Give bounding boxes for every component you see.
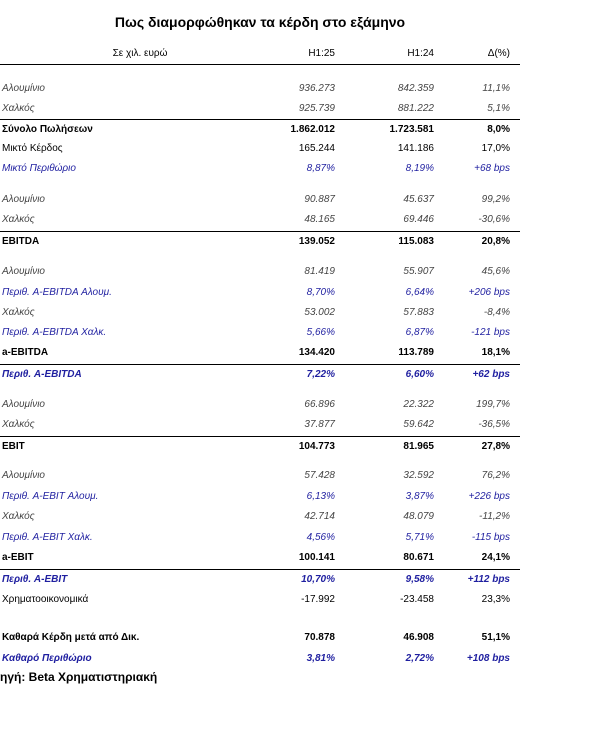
value-delta: -36,5% — [478, 419, 510, 430]
value-delta: +206 bps — [468, 287, 510, 298]
row-label: Χρηματοοικονομικά — [2, 594, 89, 605]
value-h125: 10,70% — [301, 574, 335, 585]
row-label: Περιθ. A-EBIT Χαλκ. — [2, 532, 93, 543]
value-h124: 5,71% — [405, 532, 434, 543]
page-title: Πως διαμορφώθηκαν τα κέρδη στο εξάμηνο — [114, 14, 406, 30]
value-delta: 23,3% — [481, 594, 510, 605]
value-delta: 11,1% — [482, 83, 510, 94]
value-delta: 17,0% — [481, 143, 510, 154]
row-label: Χαλκός — [2, 103, 35, 114]
value-h125: 100.141 — [298, 552, 335, 563]
row-label: Μικτό Κέρδος — [2, 143, 63, 154]
table-row — [0, 190, 520, 210]
col-header-unit: Σε χιλ. ευρώ — [112, 48, 168, 59]
row-label: Καθαρά Κέρδη μετά από Δικ. — [2, 632, 140, 643]
value-h124: 8,19% — [405, 163, 434, 174]
value-delta: +62 bps — [472, 369, 510, 380]
value-delta: 99,2% — [481, 194, 510, 205]
row-label: Χαλκός — [2, 511, 35, 522]
value-h124: 6,87% — [405, 327, 434, 338]
table-row — [0, 231, 520, 252]
value-h124: 69.446 — [403, 214, 434, 225]
value-delta: 27,8% — [481, 441, 510, 452]
table-row — [0, 364, 520, 385]
source-note: ηγή: Beta Χρηματιστηριακή — [0, 670, 158, 684]
value-h125: 48.165 — [304, 214, 335, 225]
value-delta: -115 bps — [471, 532, 510, 543]
table-row — [0, 628, 520, 648]
row-label: Χαλκός — [2, 419, 35, 430]
value-delta: -11,2% — [479, 511, 510, 522]
value-h125: 1.862.012 — [290, 124, 335, 135]
value-delta: -121 bps — [471, 327, 510, 338]
value-h124: 115.083 — [398, 236, 434, 247]
value-h125: 57.428 — [304, 470, 335, 481]
row-label: Αλουμίνιο — [2, 399, 45, 410]
value-h125: 81.419 — [304, 266, 335, 277]
value-h124: -23.458 — [400, 594, 434, 605]
value-delta: 45,6% — [481, 266, 510, 277]
value-h124: 113.789 — [398, 347, 434, 358]
value-h125: 5,66% — [306, 327, 335, 338]
value-h125: 42.714 — [304, 511, 335, 522]
value-h124: 46.908 — [403, 632, 434, 643]
value-h125: 6,13% — [306, 491, 335, 502]
value-h125: 139.052 — [298, 236, 335, 247]
value-delta: +112 bps — [467, 574, 510, 585]
value-h125: 53.002 — [304, 307, 335, 318]
table-row — [0, 119, 520, 140]
col-header-h125: H1:25 — [308, 48, 335, 59]
table-row — [0, 528, 520, 548]
value-h124: 842.359 — [397, 83, 434, 94]
table-row — [0, 283, 520, 303]
value-h125: 4,56% — [306, 532, 335, 543]
row-label: a-EBITDA — [2, 347, 49, 358]
row-label: Αλουμίνιο — [2, 83, 45, 94]
value-delta: 24,1% — [481, 552, 510, 563]
value-h124: 6,64% — [405, 287, 434, 298]
row-label: Μικτό Περιθώριο — [2, 163, 76, 174]
table-header — [0, 46, 520, 65]
row-label: Αλουμίνιο — [2, 266, 45, 277]
row-label: EBITDA — [2, 236, 40, 247]
value-delta: +108 bps — [466, 653, 510, 664]
value-h124: 9,58% — [405, 574, 434, 585]
value-h124: 1.723.581 — [389, 124, 434, 135]
value-delta: +226 bps — [468, 491, 510, 502]
value-h124: 6,60% — [405, 369, 434, 380]
table-row — [0, 466, 520, 486]
row-label: Σύνολο Πωλήσεων — [2, 124, 93, 135]
table-row — [0, 548, 520, 568]
value-h125: 7,22% — [306, 369, 335, 380]
row-label: a-EBIT — [2, 552, 34, 563]
value-h124: 22.322 — [403, 399, 434, 410]
table-row — [0, 415, 520, 435]
value-delta: 18,1% — [481, 347, 510, 358]
value-h125: 70.878 — [304, 632, 335, 643]
value-h125: -17.992 — [301, 594, 335, 605]
table-row — [0, 79, 520, 99]
value-h125: 8,87% — [306, 163, 335, 174]
row-label: Αλουμίνιο — [2, 194, 45, 205]
value-h125: 90.887 — [304, 194, 335, 205]
row-label: Αλουμίνιο — [2, 470, 45, 481]
value-h124: 45.637 — [403, 194, 434, 205]
value-delta: +68 bps — [474, 163, 510, 174]
table-row — [0, 569, 520, 590]
table-row — [0, 487, 520, 507]
table-row — [0, 323, 520, 343]
value-h125: 8,70% — [306, 287, 335, 298]
table-row — [0, 649, 520, 669]
value-delta: 51,1% — [481, 632, 510, 643]
value-h124: 48.079 — [403, 511, 434, 522]
value-h125: 134.420 — [298, 347, 335, 358]
table-row — [0, 210, 520, 230]
value-delta: -8,4% — [483, 307, 510, 318]
table-row — [0, 436, 520, 457]
value-delta: 20,8% — [481, 236, 510, 247]
value-h125: 104.773 — [298, 441, 335, 452]
table-row — [0, 395, 520, 415]
value-h124: 80.671 — [403, 552, 434, 563]
value-h124: 59.642 — [403, 419, 434, 430]
row-label: Περιθ. A-EBIT Αλουμ. — [2, 491, 99, 502]
value-h124: 32.592 — [403, 470, 434, 481]
row-label: Περιθ. A-EBITDA Χαλκ. — [2, 327, 107, 338]
value-h124: 57.883 — [403, 307, 434, 318]
row-label: Καθαρό Περιθώριο — [2, 653, 92, 664]
table-row — [0, 139, 520, 159]
value-h125: 37.877 — [304, 419, 335, 430]
row-label: Χαλκός — [2, 307, 35, 318]
value-delta: 8,0% — [487, 124, 510, 135]
table-row — [0, 262, 520, 282]
table-row — [0, 590, 520, 610]
row-label: EBIT — [2, 441, 25, 452]
row-label: Περιθ. A-EBITDA — [2, 369, 82, 380]
value-delta: -30,6% — [478, 214, 510, 225]
value-h125: 925.739 — [298, 103, 335, 114]
value-delta: 199,7% — [476, 399, 510, 410]
value-delta: 76,2% — [481, 470, 510, 481]
value-h124: 3,87% — [405, 491, 434, 502]
row-label: Περιθ. A-EBITDA Αλουμ. — [2, 287, 112, 298]
value-h125: 66.896 — [304, 399, 335, 410]
value-h124: 55.907 — [403, 266, 434, 277]
table-row — [0, 303, 520, 323]
value-h124: 141.186 — [397, 143, 434, 154]
col-header-delta: Δ(%) — [487, 48, 510, 59]
table-row — [0, 507, 520, 527]
table-row — [0, 99, 520, 119]
row-label: Χαλκός — [2, 214, 35, 225]
row-label: Περιθ. A-EBIT — [2, 574, 68, 585]
value-h124: 2,72% — [405, 653, 434, 664]
value-h124: 881.222 — [397, 103, 434, 114]
value-h125: 165.244 — [298, 143, 335, 154]
table-row — [0, 159, 520, 179]
table-row — [0, 343, 520, 363]
value-h125: 3,81% — [306, 653, 335, 664]
value-delta: 5,1% — [487, 103, 510, 114]
value-h124: 81.965 — [403, 441, 434, 452]
col-header-h124: H1:24 — [407, 48, 434, 59]
value-h125: 936.273 — [298, 83, 335, 94]
